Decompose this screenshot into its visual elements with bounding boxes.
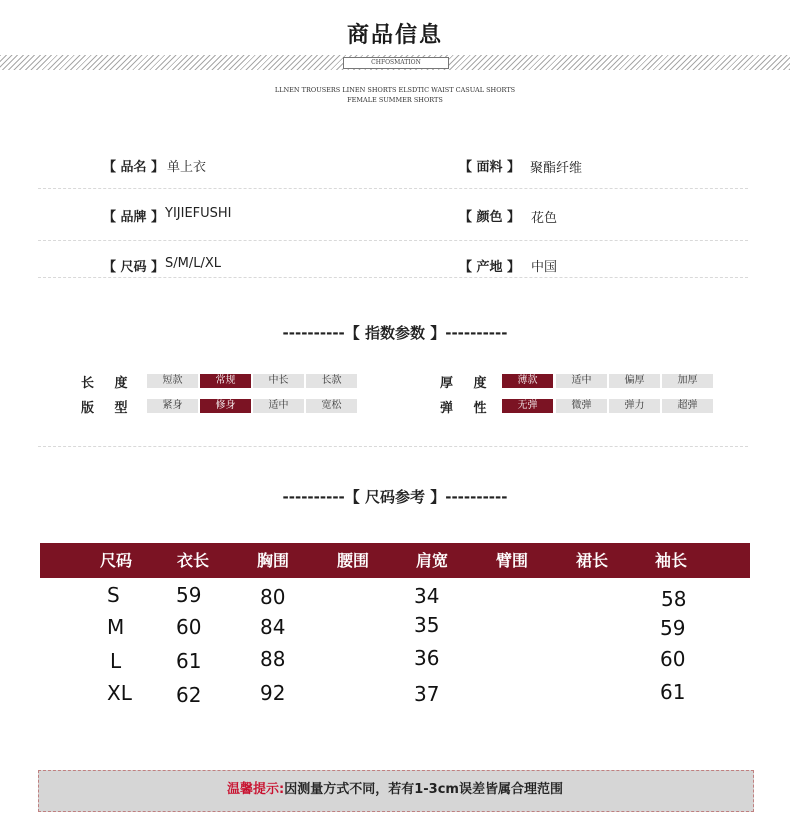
info-value-fabric: 聚酯纤维 <box>530 161 583 176</box>
table-cell: 59 <box>176 583 202 607</box>
subtitle-line-1: LLNEN TROUSERS LINEN SHORTS ELSDTIC WAIST CASUAL SHORTS <box>274 86 516 94</box>
col-header-waist: 腰围 <box>337 551 370 570</box>
table-cell: M <box>107 615 125 639</box>
param-elasticity-option: 超弹 <box>662 399 713 413</box>
table-cell: 92 <box>260 681 286 705</box>
band-label: CHFOSMATION <box>343 57 449 69</box>
param-thickness-option: 加厚 <box>662 374 713 388</box>
param-label-elasticity: 弹 性 <box>440 401 495 416</box>
param-fit-option: 紧身 <box>147 399 198 413</box>
index-params-title: ----------【 指数参数 】---------- <box>282 324 508 342</box>
param-fit-option: 宽松 <box>306 399 357 413</box>
param-length-option: 常规 <box>200 374 251 388</box>
table-cell: 34 <box>414 584 440 608</box>
info-label-origin: 【 产地 】 <box>459 260 521 275</box>
table-cell: S <box>107 583 120 607</box>
info-label-fabric: 【 面料 】 <box>459 160 521 175</box>
table-cell: 36 <box>414 646 440 670</box>
info-label-brand: 【 品牌 】 <box>103 210 165 225</box>
table-cell: XL <box>107 681 132 705</box>
param-length-option: 短款 <box>147 374 198 388</box>
param-elasticity-option: 弹力 <box>609 399 660 413</box>
table-cell: 60 <box>176 615 202 639</box>
param-thickness-option: 适中 <box>556 374 607 388</box>
param-label-fit: 版 型 <box>81 401 136 416</box>
size-ref-title: ----------【 尺码参考 】---------- <box>282 488 508 506</box>
info-label-name: 【 品名 】 <box>103 160 165 175</box>
size-table-header <box>40 543 750 578</box>
col-header-sleeve: 袖长 <box>655 551 688 570</box>
tip-text <box>38 770 752 810</box>
param-label-length: 长 度 <box>81 376 136 391</box>
table-cell: 37 <box>414 682 440 706</box>
param-length-option: 中长 <box>253 374 304 388</box>
col-header-size: 尺码 <box>100 551 133 570</box>
subtitle <box>0 85 790 105</box>
table-cell: 35 <box>414 613 440 637</box>
info-divider <box>38 188 748 189</box>
info-label-size: 【 尺码 】 <box>103 260 165 275</box>
subtitle-line-2: FEMALE SUMMER SHORTS <box>347 96 443 104</box>
params-divider <box>38 446 748 447</box>
table-cell: 62 <box>176 683 202 707</box>
info-value-brand: YIJIEFUSHI <box>165 206 232 221</box>
info-divider <box>38 240 748 241</box>
col-header-length: 衣长 <box>177 551 210 570</box>
param-thickness-option: 偏厚 <box>609 374 660 388</box>
col-header-skirt-length: 裙长 <box>576 551 609 570</box>
col-header-arm: 臂围 <box>496 551 529 570</box>
param-fit-option: 修身 <box>200 399 251 413</box>
info-value-color: 花色 <box>531 211 558 226</box>
table-cell: 88 <box>260 647 286 671</box>
param-elasticity-option: 无弹 <box>502 399 553 413</box>
info-value-name: 单上衣 <box>167 160 207 175</box>
table-cell: 59 <box>660 616 686 640</box>
tip-message: 因测量方式不同，若有1-3cm误差皆属合理范围 <box>284 782 563 797</box>
page-title: 商品信息 <box>346 22 443 48</box>
table-cell: 60 <box>660 647 686 671</box>
tip-label: 温馨提示: <box>227 782 285 797</box>
info-divider <box>38 277 748 278</box>
col-header-bust: 胸围 <box>257 551 290 570</box>
table-cell: 84 <box>260 615 286 639</box>
table-cell: 58 <box>661 587 687 611</box>
info-value-origin: 中国 <box>531 260 558 275</box>
table-cell: 80 <box>260 585 286 609</box>
table-cell: 61 <box>176 649 202 673</box>
param-thickness-option: 薄款 <box>502 374 553 388</box>
param-elasticity-option: 微弹 <box>556 399 607 413</box>
param-fit-option: 适中 <box>253 399 304 413</box>
info-label-color: 【 颜色 】 <box>459 210 521 225</box>
col-header-shoulder: 肩宽 <box>416 551 449 570</box>
info-value-size: S/M/L/XL <box>165 256 221 271</box>
param-length-option: 长款 <box>306 374 357 388</box>
param-label-thickness: 厚 度 <box>440 376 495 391</box>
table-cell: 61 <box>660 680 686 704</box>
table-cell: L <box>110 649 122 673</box>
